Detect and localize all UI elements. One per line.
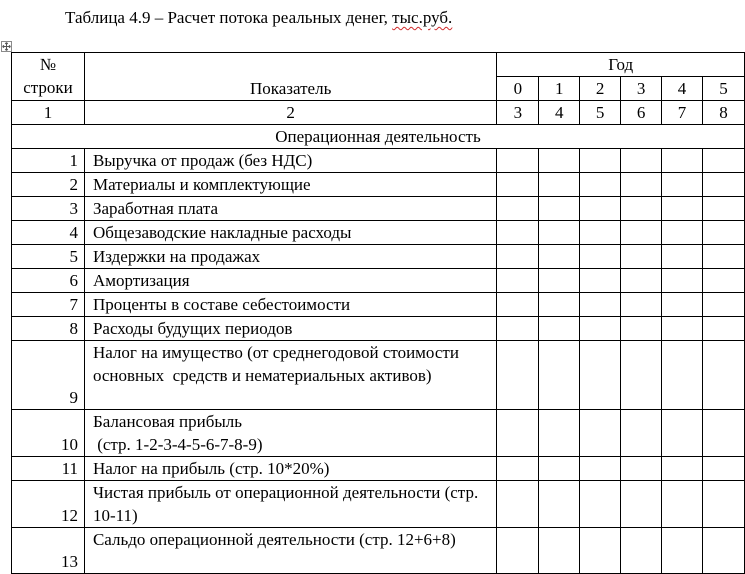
row-label: Издержки на продажах: [92, 247, 261, 266]
year-value-cell[interactable]: [497, 293, 539, 317]
row-label: Заработная плата: [92, 199, 218, 218]
row-number: 2: [12, 173, 85, 197]
row-label-cell: [84, 528, 496, 574]
row-number: 4: [12, 221, 85, 245]
year-value-cell[interactable]: [580, 457, 621, 481]
year-value-cell[interactable]: [621, 173, 662, 197]
index-cell: 1: [12, 101, 85, 125]
table-row: [12, 528, 745, 574]
header-year-cell: 1: [539, 77, 580, 101]
caption-text: Таблица 4.9 – Расчет потока реальных денег,: [65, 8, 393, 27]
row-label-cell: [84, 481, 496, 528]
row-number: 3: [12, 197, 85, 221]
year-value-cell[interactable]: [662, 293, 703, 317]
year-value-cell[interactable]: [702, 197, 744, 221]
table-row: [12, 245, 745, 269]
row-label-cell: [84, 245, 496, 269]
year-value-cell[interactable]: [702, 317, 744, 341]
year-value-cell[interactable]: [539, 410, 580, 457]
year-value-cell[interactable]: [497, 481, 539, 528]
year-value-cell[interactable]: [662, 245, 703, 269]
year-value-cell[interactable]: [497, 245, 539, 269]
year-value-cell[interactable]: [621, 293, 662, 317]
header-year-cell: 2: [580, 77, 621, 101]
row-label: Материалы и комплектующие: [92, 175, 311, 194]
year-value-cell[interactable]: [702, 245, 744, 269]
year-value-cell[interactable]: [621, 528, 662, 574]
year-value-cell[interactable]: [662, 481, 703, 528]
row-number: 6: [12, 269, 85, 293]
index-cell: 7: [662, 101, 703, 125]
table-caption: [65, 7, 452, 29]
table-row: [12, 173, 745, 197]
row-label: Выручка от продаж (без НДС): [92, 151, 313, 170]
row-label-cell: [84, 221, 496, 245]
year-value-cell[interactable]: [621, 481, 662, 528]
row-label: Общезаводские накладные расходы: [92, 223, 352, 242]
row-number: 5: [12, 245, 85, 269]
row-label: Сальдо операционной деятельности (стр. 12+6+8): [92, 530, 456, 549]
header-indicator: Показатель: [84, 53, 496, 101]
year-value-cell[interactable]: [539, 528, 580, 574]
header-year-cell: 3: [621, 77, 662, 101]
row-label-cell: [84, 269, 496, 293]
row-label-cell: [84, 317, 496, 341]
year-value-cell[interactable]: [621, 341, 662, 410]
year-value-cell[interactable]: [662, 410, 703, 457]
year-value-cell[interactable]: [621, 317, 662, 341]
year-value-cell[interactable]: [662, 528, 703, 574]
year-value-cell[interactable]: [539, 317, 580, 341]
year-value-cell[interactable]: [497, 410, 539, 457]
index-cell: 2: [84, 101, 496, 125]
table-row: [12, 457, 745, 481]
row-label-cell: [84, 341, 496, 410]
row-label: Чистая прибыль от операционной деятельности (стр. 10-11): [92, 483, 483, 525]
year-value-cell[interactable]: [662, 149, 703, 173]
row-label: Налог на имущество (от среднегодовой стоимости основных средств и нематериальных активов): [92, 343, 464, 385]
year-value-cell[interactable]: [539, 221, 580, 245]
index-cell: 4: [539, 101, 580, 125]
year-value-cell[interactable]: [621, 221, 662, 245]
year-value-cell[interactable]: [662, 197, 703, 221]
column-index-row: [12, 101, 745, 125]
table-row: [12, 149, 745, 173]
year-value-cell[interactable]: [580, 341, 621, 410]
row-number: 11: [12, 457, 85, 481]
year-value-cell[interactable]: [580, 149, 621, 173]
section-title: Операционная деятельность: [12, 125, 745, 149]
table-row: [12, 269, 745, 293]
row-label: Налог на прибыль (стр. 10*20%): [92, 459, 330, 478]
year-value-cell[interactable]: [580, 245, 621, 269]
index-cell: 3: [497, 101, 539, 125]
row-number: 1: [12, 149, 85, 173]
year-value-cell[interactable]: [702, 221, 744, 245]
row-label: Амортизация: [92, 271, 190, 290]
year-value-cell[interactable]: [621, 269, 662, 293]
header-year: Год: [497, 53, 745, 77]
year-value-cell[interactable]: [539, 457, 580, 481]
year-value-cell[interactable]: [662, 317, 703, 341]
year-value-cell[interactable]: [580, 197, 621, 221]
year-value-cell[interactable]: [702, 269, 744, 293]
year-value-cell[interactable]: [702, 457, 744, 481]
year-value-cell[interactable]: [662, 173, 703, 197]
year-value-cell[interactable]: [539, 149, 580, 173]
table-row: [12, 341, 745, 410]
year-value-cell[interactable]: [539, 197, 580, 221]
year-value-cell[interactable]: [702, 293, 744, 317]
year-value-cell[interactable]: [702, 528, 744, 574]
row-label: Балансовая прибыль (стр. 1-2-3-4-5-6-7-8-9): [92, 412, 263, 454]
year-value-cell[interactable]: [539, 481, 580, 528]
year-value-cell[interactable]: [539, 269, 580, 293]
table-row: [12, 197, 745, 221]
row-label-cell: [84, 457, 496, 481]
year-value-cell[interactable]: [621, 149, 662, 173]
row-number: 13: [12, 528, 85, 574]
row-number: 9: [12, 341, 85, 410]
year-value-cell[interactable]: [702, 149, 744, 173]
row-label: Расходы будущих периодов: [92, 319, 293, 338]
year-value-cell[interactable]: [662, 457, 703, 481]
section-row: [12, 125, 745, 149]
header-year-cell: 0: [497, 77, 539, 101]
year-value-cell[interactable]: [580, 528, 621, 574]
header-row-number: [12, 53, 85, 101]
table-row: [12, 221, 745, 245]
year-value-cell[interactable]: [497, 528, 539, 574]
year-value-cell[interactable]: [702, 173, 744, 197]
year-value-cell[interactable]: [702, 410, 744, 457]
header-number-label: строки: [23, 78, 73, 97]
year-value-cell[interactable]: [702, 481, 744, 528]
year-value-cell[interactable]: [539, 245, 580, 269]
index-cell: 6: [621, 101, 662, 125]
year-value-cell[interactable]: [497, 197, 539, 221]
cash-flow-table: [11, 52, 745, 574]
row-number: 8: [12, 317, 85, 341]
row-label-cell: [84, 410, 496, 457]
year-value-cell[interactable]: [580, 293, 621, 317]
row-number: 10: [12, 410, 85, 457]
year-value-cell[interactable]: [662, 269, 703, 293]
year-value-cell[interactable]: [621, 245, 662, 269]
year-value-cell[interactable]: [497, 317, 539, 341]
year-value-cell[interactable]: [497, 269, 539, 293]
year-value-cell[interactable]: [702, 341, 744, 410]
header-row-top: [12, 53, 745, 77]
row-number: 7: [12, 293, 85, 317]
row-label-cell: [84, 293, 496, 317]
table-row: [12, 481, 745, 528]
year-value-cell[interactable]: [497, 173, 539, 197]
year-value-cell[interactable]: [580, 317, 621, 341]
year-value-cell[interactable]: [662, 341, 703, 410]
year-value-cell[interactable]: [621, 197, 662, 221]
caption-unit: тыс.руб.: [392, 8, 453, 27]
year-value-cell[interactable]: [662, 221, 703, 245]
header-year-cell: 5: [702, 77, 744, 101]
row-label-cell: [84, 149, 496, 173]
header-year-cell: 4: [662, 77, 703, 101]
row-label: Проценты в составе себестоимости: [92, 295, 351, 314]
table-row: [12, 410, 745, 457]
index-cell: 8: [702, 101, 744, 125]
year-value-cell[interactable]: [621, 410, 662, 457]
year-value-cell[interactable]: [621, 457, 662, 481]
header-number-sign: №: [39, 55, 57, 74]
year-value-cell[interactable]: [580, 221, 621, 245]
table-move-handle-icon[interactable]: [1, 41, 12, 52]
row-label-cell: [84, 197, 496, 221]
year-value-cell[interactable]: [539, 173, 580, 197]
row-number: 12: [12, 481, 85, 528]
year-value-cell[interactable]: [580, 410, 621, 457]
year-value-cell[interactable]: [580, 173, 621, 197]
year-value-cell[interactable]: [539, 341, 580, 410]
year-value-cell[interactable]: [580, 481, 621, 528]
year-value-cell[interactable]: [497, 341, 539, 410]
table-row: [12, 317, 745, 341]
table-row: [12, 293, 745, 317]
index-cell: 5: [580, 101, 621, 125]
year-value-cell[interactable]: [497, 149, 539, 173]
year-value-cell[interactable]: [580, 269, 621, 293]
year-value-cell[interactable]: [497, 221, 539, 245]
row-label-cell: [84, 173, 496, 197]
year-value-cell[interactable]: [539, 293, 580, 317]
year-value-cell[interactable]: [497, 457, 539, 481]
